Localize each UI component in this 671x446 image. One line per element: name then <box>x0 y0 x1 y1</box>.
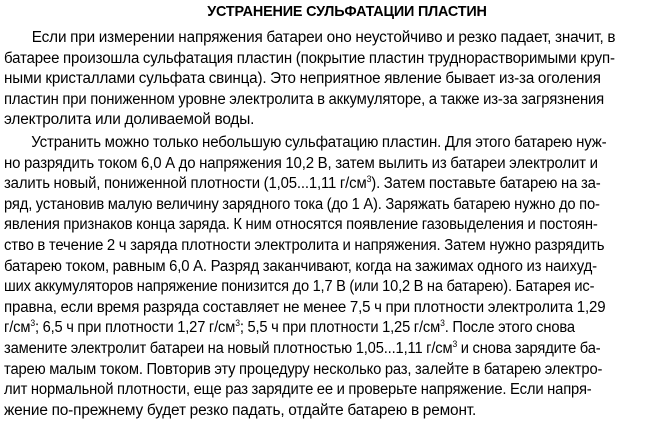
text-line: жение по-прежнему будет резко падать, отдайте батарею в ремонт. <box>4 401 477 419</box>
text-line: батарее произошла сульфатация пластин (покрытие пластин труднорастворимыми круп- <box>4 49 615 67</box>
text-line: тарею малым током. Повторив эту процедуру несколько раз, залейте в батарею электро- <box>4 360 603 378</box>
text-line: ших аккумуляторов напряжение понизится до 1,7 В (или 10,2 В на батарею). Батарея ис- <box>4 278 595 296</box>
line-part: . После этого снова <box>444 319 575 337</box>
superscript: 3 <box>30 318 35 329</box>
line-part: залить новый, пониженной плотности (1,05...1,11 г/см <box>4 175 367 193</box>
text-line: лит нормальной плотности, еще раз зарядите ее и проверьте напряжение. Если напря- <box>4 381 592 399</box>
text-line <box>4 174 647 195</box>
superscript: 3 <box>366 174 372 185</box>
superscript: 3 <box>235 318 240 329</box>
text-line: правна, если время разряда составляет не менее 7,5 ч при плотности электролита 1,29 <box>4 298 606 316</box>
line-part: ; 5,5 ч при плотности 1,25 г/см <box>239 319 441 337</box>
document-page <box>4 0 668 421</box>
line-part: г/см <box>4 319 31 337</box>
text-line <box>4 318 638 339</box>
document-title: УСТРАНЕНИЕ СУЛЬФАТАЦИИ ПЛАСТИН <box>207 3 487 20</box>
text-line: явления признаков конца заряда. К ним относятся появление газовыделения и постоян- <box>4 216 598 234</box>
text-line: но разрядить током 6,0 А до напряжения 10,2 В, затем вылить из батареи электролит и <box>4 154 598 172</box>
text-line: ными кристаллами сульфата свинца). Это неприятное явление бывает из-за оголения <box>4 70 601 88</box>
text-line: электролита или доливаемой воды. <box>4 111 255 129</box>
line-part: замените электролит батареи на новый плотностью 1,05...1,11 г/см <box>4 339 453 357</box>
text-line: Устранить можно только небольшую сульфатацию пластин. Для этого батарею нуж- <box>31 133 607 151</box>
text-line: ряд, установив малую величину зарядного тока (до 1 А). Заряжать батарею нужно до по- <box>4 195 600 213</box>
line-part: ; 6,5 ч при плотности 1,27 г/см <box>34 319 236 337</box>
paragraph-1 <box>4 28 668 131</box>
superscript: 3 <box>452 338 458 349</box>
text-line: Если при измерении напряжения батареи оно неустойчиво и резко падает, значит, в <box>31 29 616 46</box>
text-line <box>4 339 638 360</box>
text-line: батарею током, равным 6,0 А. Разряд заканчивают, когда на зажимах одного из наихуд- <box>4 257 597 275</box>
text-line: ство в течение 2 ч заряда плотности электролита и напряжения. Затем нужно разрядить <box>4 236 605 254</box>
line-part: ). Затем поставьте батарею на за- <box>371 175 601 193</box>
text-line: пластин при пониженном уровне электролита в аккумуляторе, а также из-за загрязнения <box>4 90 605 108</box>
line-part: и снова зарядите ба- <box>457 339 601 357</box>
paragraph-2 <box>4 133 668 421</box>
superscript: 3 <box>440 318 445 329</box>
